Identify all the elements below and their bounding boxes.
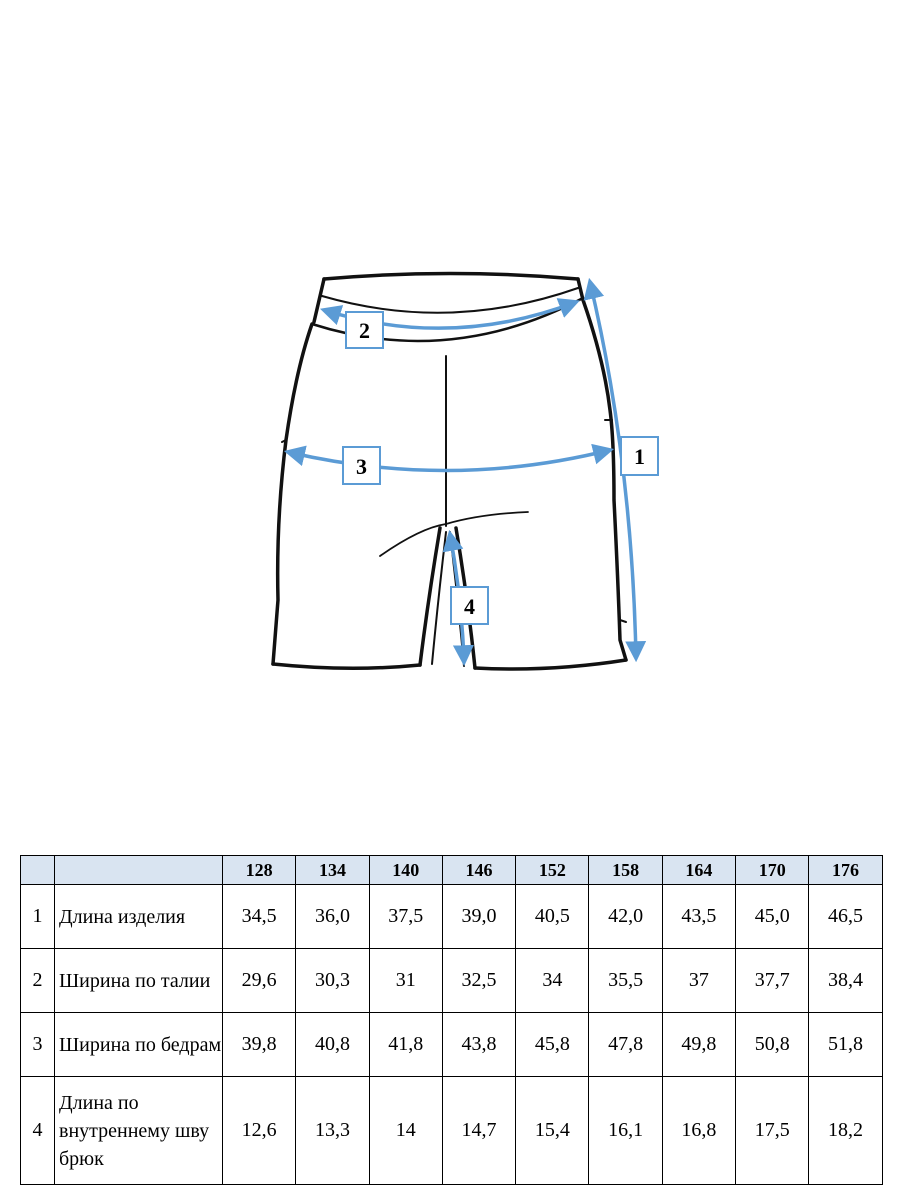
arrow-hips	[288, 450, 610, 471]
value-cell: 45,0	[736, 885, 809, 949]
value-cell: 15,4	[516, 1077, 589, 1185]
row-number: 3	[21, 1013, 55, 1077]
label-1: 1	[634, 444, 645, 469]
size-header: 140	[369, 856, 442, 885]
table-header-row	[21, 856, 883, 885]
value-cell: 40,8	[296, 1013, 369, 1077]
label-box-4	[451, 587, 488, 624]
value-cell: 47,8	[589, 1013, 662, 1077]
value-cell: 37,7	[736, 949, 809, 1013]
value-cell: 37,5	[369, 885, 442, 949]
value-cell: 39,8	[223, 1013, 296, 1077]
size-header: 158	[589, 856, 662, 885]
value-cell: 16,8	[662, 1077, 735, 1185]
row-name: Ширина по талии	[55, 949, 223, 1013]
label-2: 2	[359, 318, 370, 343]
row-number: 1	[21, 885, 55, 949]
value-cell: 40,5	[516, 885, 589, 949]
value-cell: 14,7	[442, 1077, 515, 1185]
size-table	[20, 855, 883, 1185]
value-cell: 34	[516, 949, 589, 1013]
value-cell: 37	[662, 949, 735, 1013]
value-cell: 30,3	[296, 949, 369, 1013]
value-cell: 36,0	[296, 885, 369, 949]
size-header: 176	[809, 856, 882, 885]
size-header: 146	[442, 856, 515, 885]
value-cell: 14	[369, 1077, 442, 1185]
value-cell: 41,8	[369, 1013, 442, 1077]
value-cell: 12,6	[223, 1077, 296, 1185]
value-cell: 50,8	[736, 1013, 809, 1077]
value-cell: 17,5	[736, 1077, 809, 1185]
row-number: 4	[21, 1077, 55, 1185]
value-cell: 35,5	[589, 949, 662, 1013]
size-header: 134	[296, 856, 369, 885]
row-name: Ширина по бедрам	[55, 1013, 223, 1077]
size-header: 152	[516, 856, 589, 885]
row-number: 2	[21, 949, 55, 1013]
row-name: Длина по внутреннему шву брюк	[55, 1077, 223, 1185]
value-cell: 34,5	[223, 885, 296, 949]
value-cell: 49,8	[662, 1013, 735, 1077]
value-cell: 43,8	[442, 1013, 515, 1077]
value-cell: 46,5	[809, 885, 882, 949]
size-header: 170	[736, 856, 809, 885]
table-row	[21, 949, 883, 1013]
header-name-cell	[55, 856, 223, 885]
table-row	[21, 1013, 883, 1077]
value-cell: 39,0	[442, 885, 515, 949]
table-row	[21, 1077, 883, 1185]
table-row	[21, 885, 883, 949]
value-cell: 13,3	[296, 1077, 369, 1185]
value-cell: 42,0	[589, 885, 662, 949]
header-index-cell	[21, 856, 55, 885]
label-box-2	[346, 312, 383, 348]
label-box-3	[343, 447, 380, 484]
value-cell: 45,8	[516, 1013, 589, 1077]
value-cell: 16,1	[589, 1077, 662, 1185]
size-header: 128	[223, 856, 296, 885]
value-cell: 29,6	[223, 949, 296, 1013]
value-cell: 32,5	[442, 949, 515, 1013]
value-cell: 51,8	[809, 1013, 882, 1077]
value-cell: 18,2	[809, 1077, 882, 1185]
label-4: 4	[464, 594, 475, 619]
value-cell: 43,5	[662, 885, 735, 949]
value-cell: 38,4	[809, 949, 882, 1013]
label-3: 3	[356, 454, 367, 479]
label-box-1	[621, 437, 658, 475]
size-header: 164	[662, 856, 735, 885]
value-cell: 31	[369, 949, 442, 1013]
row-name: Длина изделия	[55, 885, 223, 949]
